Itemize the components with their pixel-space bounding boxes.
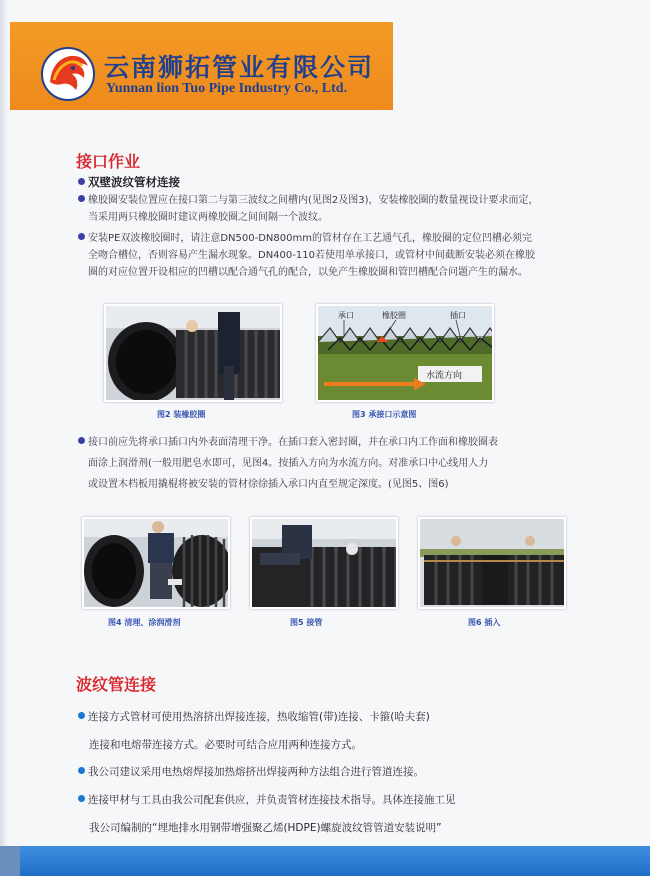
- bullet-dot-icon: [78, 437, 85, 444]
- bullet-dot-icon: [78, 767, 85, 774]
- diagram-label-flow-direction: 水流方向: [426, 371, 463, 381]
- paragraph-joint-procedure: 接口前应先将承口插口内外表面清理干净。在插口套入密封圈，并在承口内工作面和橡胶圈表 面涂上润滑剂(一般用肥皂水即可，见图4。按插入方向为水流方向。对准承口中心线用人力 或设置木档板用撬棍将被安装的管材徐徐插入承口内直至规定深度。(见图5、图6): [78, 432, 498, 495]
- lion-head-logo-icon: [40, 46, 96, 102]
- paragraph-supply-2: 我公司编制的“埋地排水用钢带增强聚乙烯(HDPE)螺旋波纹管管道安装说明”: [89, 822, 442, 834]
- figure-4-photo-clean-lubricate: [82, 517, 230, 609]
- paragraph-connection-methods-1: 连接方式管材可使用热溶挤出焊接连接，热收缩管(带)连接、卡箍(哈夫套): [78, 709, 430, 724]
- figure-2-caption: 图2 装橡胶圈: [157, 410, 206, 419]
- section-subtitle: 双壁波纹管材连接: [78, 174, 180, 190]
- company-name-chinese: 云南狮拓管业有限公司: [104, 53, 375, 82]
- paragraph-gasket-position: 橡胶圈安装位置应在接口第二与第三波纹之间槽内(见图2及图3)，安装橡胶圈的数量视设计要求而定， 当采用两只橡胶圈时建议两橡胶圈之间间隔一个波纹。: [78, 192, 539, 226]
- figure-4-caption: 图4 清理、涂润滑剂: [108, 618, 181, 627]
- figure-5-photo-connect-pipe: [250, 517, 398, 609]
- footer-bar-edge: [0, 846, 20, 876]
- diagram-label-gasket: 橡胶圈: [382, 311, 406, 320]
- diagram-label-spigot: 插口: [450, 311, 466, 320]
- bullet-dot-icon: [78, 195, 85, 202]
- paragraph-recommendation: 我公司建议采用电热熔焊接加热熔挤出焊接两种方法组合进行管道连接。: [78, 764, 424, 779]
- page-edge-shade: [0, 0, 8, 876]
- figure-6-photo-insert: [418, 517, 566, 609]
- paragraph-gasket-install: 安装PE双波橡胶圈时，请注意DN500-DN800mm的管材存在工艺通气孔，橡胶圈的定位凹槽必须完 全吻合槽位，否则容易产生漏水现象。DN400-110若使用单承接口，或管材中间截断安装必须在橡胶 圈的对应位置开设相应的凹槽以配合通气孔的配合，以免产生橡胶圈和管凹槽配合问题产生的漏水。: [78, 230, 535, 281]
- figure-6-caption: 图6 插入: [468, 618, 501, 627]
- figure-5-caption: 图5 接管: [290, 618, 323, 627]
- diagram-label-socket: 承口: [338, 311, 354, 320]
- bullet-dot-icon: [78, 795, 85, 802]
- paragraph-supply-1: 连接甲材与工具由我公司配套供应，并负责管材连接技术指导。具体连接施工见: [78, 792, 456, 807]
- bullet-dot-icon: [78, 712, 85, 719]
- section-title-corrugated-connection: 波纹管连接: [76, 675, 157, 694]
- paragraph-connection-methods-2: 连接和电熔带连接方式。必要时可结合应用两种连接方式。: [89, 739, 362, 751]
- figure-3-joint-diagram: [316, 304, 494, 402]
- footer-bar: [0, 846, 650, 876]
- company-name-english: Yunnan lion Tuo Pipe Industry Co., Ltd.: [106, 81, 348, 96]
- bullet-dot-icon: [78, 233, 85, 240]
- bullet-dot-icon: [78, 178, 85, 185]
- figure-2-photo-gasket: [104, 304, 282, 402]
- figure-3-caption: 图3 承接口示意图: [352, 410, 417, 419]
- section-title-joint-work: 接口作业: [76, 152, 141, 171]
